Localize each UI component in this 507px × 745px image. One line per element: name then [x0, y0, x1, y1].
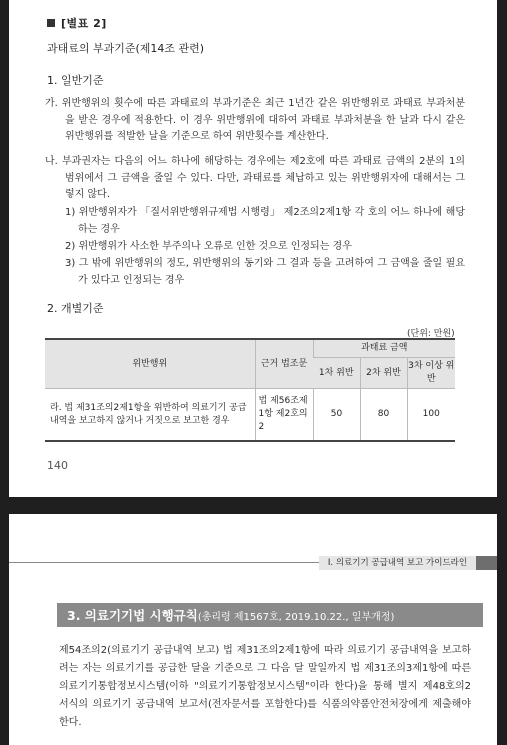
header-3rd-violation: 3차 이상 위반 [407, 358, 455, 389]
item-na: 나. 부과권자는 다음의 어느 하나에 해당하는 경우에는 제2호에 따른 과태료 금액의 2분의 1의 범위에서 그 금액을 줄일 수 있다. 다만, 과태료를 체납하고 있는 위반행위자에 대해서는 그렇지 않다. [45, 156, 465, 200]
header-1st-violation: 1차 위반 [313, 358, 360, 389]
cell-article: 법 제56조제1항 제2호의2 [255, 389, 313, 442]
sub-item-3: 3) 그 밖에 위반행위의 정도, 위반행위의 동기와 그 결과 등을 고려하여 그 금액을 줄일 필요가 있다고 인정되는 경우 [65, 258, 465, 286]
law-title: 3. 의료기기법 시행규칙 [67, 608, 198, 623]
item-ga: 가. 위반행위의 횟수에 따른 과태료의 부과기준은 최근 1년간 같은 위반행위로 과태료 부과처분을 받은 경우에 적용한다. 이 경우 위반행위에 대하여 과태료 부과처분을 한 날과 다시 같은 위반행위를 적발한 날을 기준으로 하여 위반횟수를 계산한다. [45, 98, 465, 142]
header-article: 근거 법조문 [255, 339, 313, 389]
document-page-140 [9, 0, 497, 497]
header-violation: 위반행위 [45, 339, 255, 389]
cell-fee-2nd: 80 [360, 389, 407, 442]
cell-fee-1st: 50 [313, 389, 360, 442]
header-2nd-violation: 2차 위반 [360, 358, 407, 389]
unit-label: (단위: 만원) [407, 329, 455, 339]
document-title: 과태료의 부과기준(제14조 관련) [47, 42, 205, 55]
article-54-2-text: 제54조의2(의료기기 공급내역 보고) 법 제31조의2제1항에 따라 의료기기 공급내역을 보고하려는 자는 의료기기를 공급한 달을 기준으로 그 다음 달 말일까지 법 제31조의3제1항에 따른 의료기기통합정보시스템(이하 "의료기기통합정보시스템"이라 한다)을 통해 별지 제48호의2 서식의 의료기기 공급내역 보고서(전자문서를 포함한다)를 식품의약품안전처장에게 제출해야 한다. [59, 645, 471, 728]
sub-item-2: 2) 위반행위가 사소한 부주의나 오류로 인한 것으로 인정되는 경우 [65, 241, 352, 252]
table-row [45, 389, 455, 442]
law-title-bar [57, 603, 483, 627]
law-subtitle: (총리령 제1567호, 2019.10.22., 일부개정) [197, 612, 395, 623]
annex-label: [별표 2] [61, 17, 107, 30]
section-specific-title: 2. 개별기준 [47, 302, 104, 315]
cell-fee-3rd: 100 [407, 389, 455, 442]
cell-violation: 라. 법 제31조의2제1항을 위반하여 의료기기 공급내역을 보고하지 않거나 거짓으로 보고한 경우 [45, 389, 255, 442]
document-page-next [9, 514, 497, 745]
page-number: 140 [47, 459, 68, 472]
annex-heading [47, 15, 107, 31]
section-general-title: 1. 일반기준 [47, 74, 104, 87]
fee-table [45, 338, 455, 442]
header-tab [476, 556, 497, 570]
header-rule [9, 562, 319, 563]
running-header: Ⅰ. 의료기기 공급내역 보고 가이드라인 [319, 556, 476, 570]
sub-item-1: 1) 위반행위자가 「질서위반행위규제법 시행령」 제2조의2제1항 각 호의 어느 하나에 해당하는 경우 [65, 207, 465, 235]
header-fee-amount: 과태료 금액 [313, 339, 455, 358]
square-bullet-icon [47, 19, 55, 27]
